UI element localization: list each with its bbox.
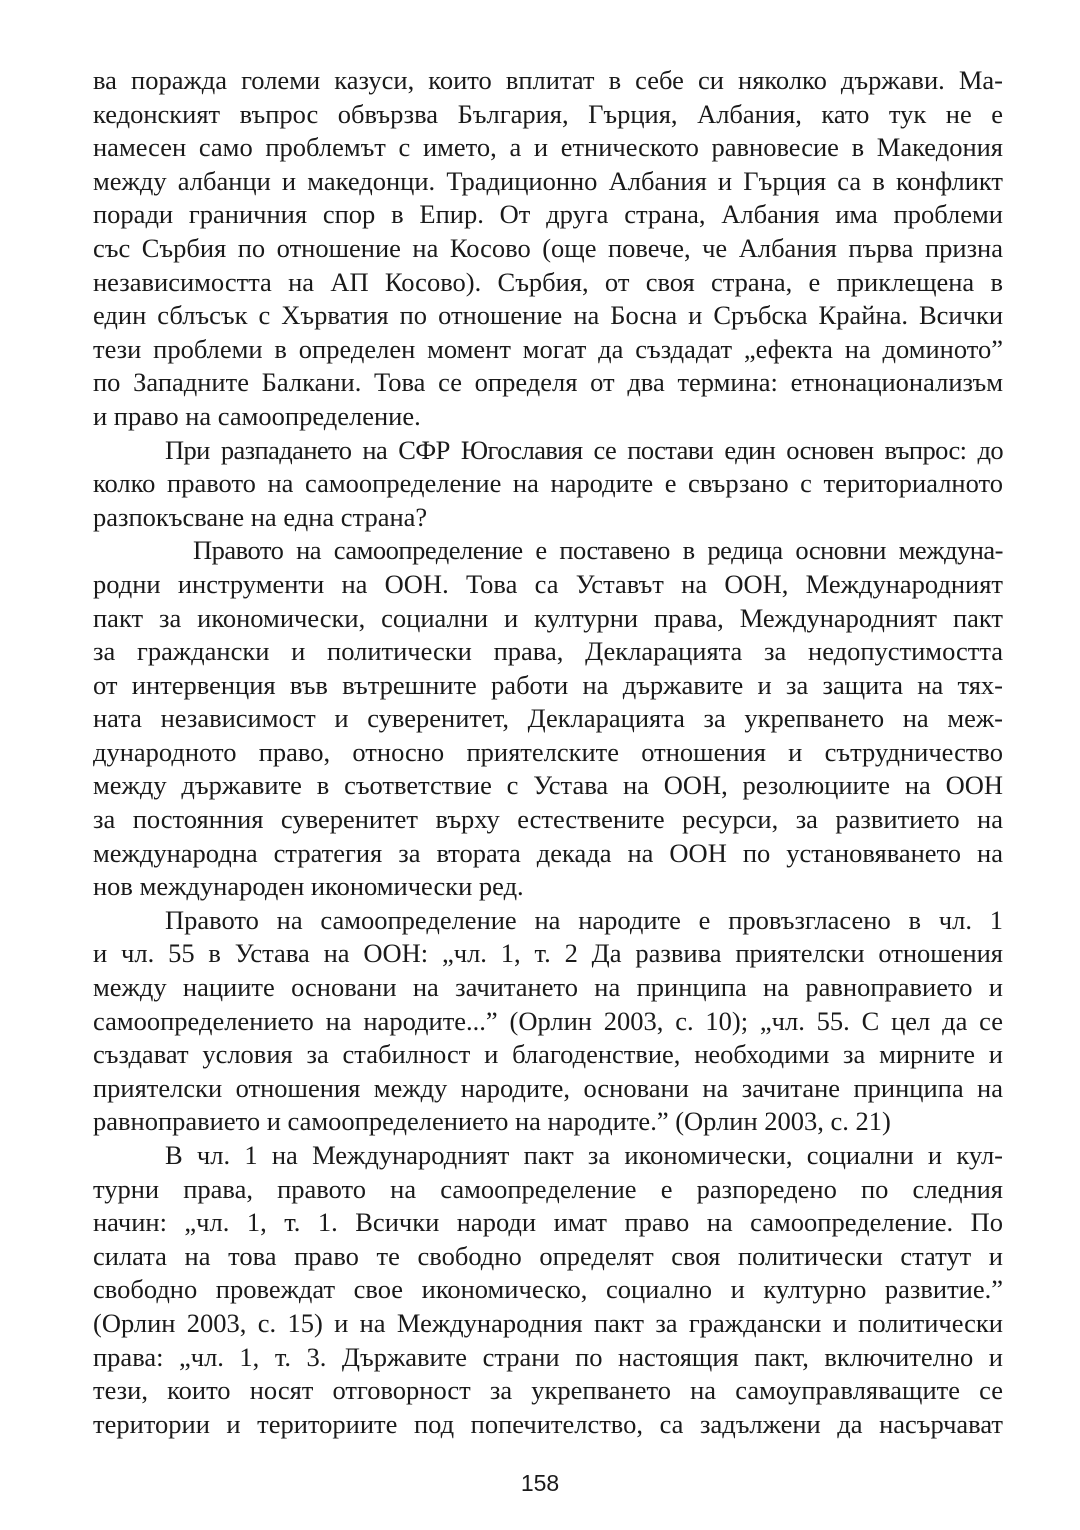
text-line: силата на това право те свободно определят своя политически статут и — [93, 1240, 1003, 1271]
text-line: за постоянния суверенитет върху естествените ресурси, за развитието на — [93, 804, 1003, 835]
text-line: разпокъсване на една страна? — [93, 501, 428, 532]
text-line: между албанци и македонци. Традиционно Албания и Гърция са в конфликт — [93, 165, 1003, 196]
text-line: от интервенция във вътрешните работи на държавите и за защита на тях- — [93, 669, 1003, 700]
text-line: тези проблеми в определен момент могат да създадат „ефекта на доминото” — [93, 333, 1003, 364]
text-line: Правото на самоопределение е поставено в редица основни междуна- — [193, 535, 1003, 566]
text-line: създават условия за стабилност и благоденствие, необходими за мирните и — [93, 1039, 1003, 1070]
text-line: намесен само проблемът с името, а и етническото равновесие в Македония — [93, 132, 1003, 163]
text-line: ва поражда големи казуси, които вплитат в себе си няколко държави. Ма- — [93, 65, 1003, 95]
text-line: равноправието и самоопределението на народите.” (Орлин 2003, с. 21) — [93, 1106, 891, 1137]
text-line: независимостта на АП Косово). Сърбия, от своя страна, е приклещена в — [93, 266, 1003, 297]
text-line: начин: „чл. 1, т. 1. Всички народи имат право на самоопределение. По — [93, 1207, 1003, 1238]
text-line: В чл. 1 на Международният пакт за икономически, социални и кул- — [165, 1140, 1003, 1170]
body-text — [93, 64, 1003, 1441]
text-line: между държавите в съответствие с Устава на ООН, резолюциите на ООН — [93, 770, 1003, 801]
text-line: дународното право, относно приятелските отношения и сътрудничество — [93, 736, 1003, 767]
text-line: (Орлин 2003, с. 15) и на Международния пакт за граждански и политически — [93, 1307, 1003, 1338]
text-line: един сблъсък с Хърватия по отношение на Босна и Сръбска Крайна. Всички — [93, 300, 1003, 331]
text-line: Правото на самоопределение на народите е провъзгласено в чл. 1 — [165, 904, 1003, 935]
text-line: поради граничния спор в Епир. От друга страна, Албания има проблеми — [93, 199, 1003, 230]
text-line: между нациите основани на зачитането на принципа на равноправието и — [93, 972, 1003, 1003]
text-line: международна стратегия за втората декада на ООН по установяването на — [93, 837, 1003, 868]
text-line: тези, които носят отговорност за укрепването на самоуправляващите се — [93, 1375, 1003, 1406]
text-line: и чл. 55 в Устава на ООН: „чл. 1, т. 2 Да развива приятелски отношения — [93, 938, 1003, 969]
text-line: приятелски отношения между народите, основани на зачитане принципа на — [93, 1072, 1003, 1103]
text-line: турни права, правото на самоопределение е разпоредено по следния — [93, 1173, 1003, 1204]
text-line: по Западните Балкани. Това се определя от два термина: етнонационализъм — [93, 367, 1003, 398]
text-line: за граждански и политически права, Декларацията за недопустимостта — [93, 636, 1003, 667]
text-line: пакт за икономически, социални и културни права, Международният пакт — [93, 602, 1003, 633]
text-line: нов международен икономически ред. — [93, 871, 524, 902]
text-line: кедонският въпрос обвързва България, Гърция, Албания, като тук не е — [93, 98, 1003, 129]
text-line: родни инструменти на ООН. Това са Уставът на ООН, Международният — [93, 568, 1003, 599]
text-line: със Сърбия по отношение на Косово (още повече, че Албания първа призна — [93, 232, 1003, 263]
text-line: самоопределението на народите...” (Орлин 2003, с. 10); „чл. 55. С цел да се — [93, 1005, 1003, 1036]
text-line: и право на самоопределение. — [93, 400, 421, 431]
text-line: ната независимост и суверенитет, Декларацията за укрепването на меж- — [93, 703, 1003, 734]
text-line: свободно провеждат свое икономическо, социално и културно развитие.” — [93, 1274, 1003, 1305]
text-line: територии и териториите под попечителство, са задължени да насърчават — [93, 1408, 1003, 1439]
text-line: права: „чл. 1, т. 3. Държавите страни по настоящия пакт, включително и — [93, 1341, 1003, 1372]
page-number: 158 — [520, 1470, 560, 1496]
text-line: При разпадането на СФР Югославия се постави един основен въпрос: до — [165, 434, 1003, 465]
text-line: колко правото на самоопределение на народите е свързано с териториалното — [93, 468, 1003, 499]
